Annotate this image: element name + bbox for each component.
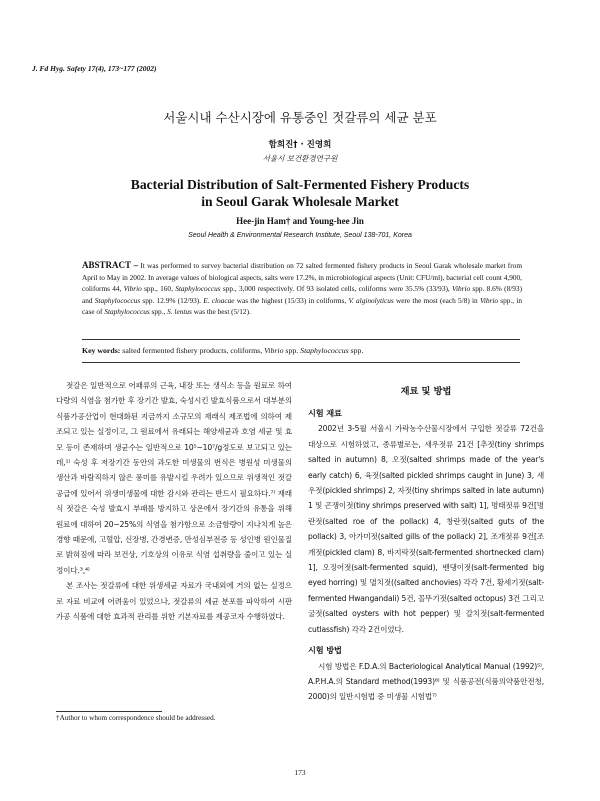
keywords-text: spp.	[283, 346, 301, 355]
abstract-text: spp., in case of	[82, 295, 522, 316]
footnote: †Author to whom correspondence should be addressed.	[56, 714, 216, 722]
abstract-italic: Staphylococcus	[175, 284, 221, 293]
subsection-title: 시험 방법	[308, 645, 342, 656]
abstract-italic: V. alginolyticus	[348, 295, 394, 305]
divider	[82, 362, 520, 363]
english-title-line1: Bacterial Distribution of Salt-Fermented Fishery Products	[130, 177, 470, 192]
abstract-italic: S. lentus	[167, 307, 192, 316]
abstract-text: spp. 12.9% (12/93).	[140, 295, 204, 305]
abstract-italic: Staphylococcus	[104, 307, 150, 316]
abstract-text: It was performed to survey bacterial distribution on 72 salted fermented fishery products in Seoul Garak wholesale market from April to May in 2002. In average values of biological aspects, salts were 17.2%, in microbiological aspects (Unit: CFU/ml), bacterial cell count 4,900, coliforms 44,	[82, 261, 522, 293]
abstract-italic: Vibrio	[452, 284, 471, 293]
english-title	[0, 176, 600, 210]
keywords	[82, 346, 522, 355]
abstract-text: spp. 8.6% (8/93) and	[82, 284, 522, 305]
subsection-title: 시험 재료	[308, 408, 342, 418]
english-authors: Hee-jin Ham† and Young-hee Jin	[236, 216, 364, 226]
korean-title: 서울시내 수산시장에 유통중인 젓갈류의 세균 분포	[163, 110, 437, 125]
section-title: 재료 및 방법	[400, 386, 452, 397]
abstract-text: spp.,	[149, 307, 168, 316]
left-column	[56, 378, 292, 625]
intro-paragraph: 본 조사는 젓갈류에 대한 위생세균 자료가 국내외에 거의 없는 실정으로 자료 비교에 어려움이 있었으나, 젓갈류의 세균 분포를 파악하여 시판 가공 식품에 대한 효과적 관리를 위한 기본자료를 제공코자 수행하였다.	[56, 581, 292, 622]
journal-citation: J. Fd Hyg. Safety 17(4), 173~177 (2002)	[32, 64, 157, 73]
keywords-italic: Vibrio	[264, 346, 284, 355]
abstract-italic: Vibrio	[479, 295, 499, 305]
english-title-line2: in Seoul Garak Wholesale Market	[201, 194, 399, 209]
page-number: 173	[294, 768, 306, 777]
english-affiliation: Seoul Health & Environmental Research Institute, Seoul 138-701, Korea	[188, 232, 412, 239]
abstract-italic: Vibrio	[123, 284, 142, 293]
keywords-label: Key words:	[82, 346, 121, 355]
abstract-text: were the most (each 5/8) in	[393, 295, 480, 305]
keywords-italic: Staphylococcus	[300, 346, 349, 355]
keywords-text: spp.	[348, 346, 364, 355]
abstract-italic: Staphylococcus	[94, 295, 141, 305]
abstract-text: was the highest (15/33) in coliforms,	[234, 295, 349, 305]
divider	[82, 339, 520, 340]
footnote-rule	[56, 711, 162, 712]
abstract-text: spp., 160,	[141, 284, 176, 293]
methods-paragraph: 시험 방법은 F.D.A.의 Bacteriological Analytical Manual (1992)⁵⁾, A.P.H.A.의 Standard method(1993)⁶⁾ 및 식품공전(식품의약품안전청, 2000)의 일반시험법 중 미생물 시험법⁷⁾	[308, 661, 544, 702]
abstract-label: ABSTRACT –	[82, 260, 139, 270]
abstract-italic: E. cloacae	[203, 295, 235, 305]
abstract	[82, 260, 522, 318]
keywords-text: salted fermented fishery products, coliforms,	[120, 346, 265, 355]
abstract-text: spp., 3,000 respectively. Of 93 isolated cells, coliforms were 35.5% (33/93),	[220, 284, 453, 293]
intro-paragraph: 젓갈은 일반적으로 어패류의 근육, 내장 또는 생식소 등을 원료로 하여 다량의 식염을 첨가한 후 장기간 발효, 숙성시킨 발효식품으로서 대부분의 식품가공산업이 현대화된 지금까지 소규모의 재래식 제조법에 의하여 제조되고 있는 실정이고, 그 원료에서 유래되는 해양세균과 호염 세균 및 효모 등이 존재하며 생균수는 일반적으로 10⁵~10⁷/g정도로 보고되고 있는데,¹⁾ 숙성 후 저장기간 동안의 과도한 미생물의 번식은 병원성 미생물의 생산과 바람직하지 않은 풍미를 유발시킬 우려가 있으므로 위생적인 젓갈 공급에 있어서 위생미생물에 대한 감시와 관리는 반드시 필요하다.⁷⁾ 재래식 젓갈은 숙성 발효시 부패를 방지하고 상온에서 장기간의 유통을 위해 원료에 대하여 20~25%의 식염을 첨가함으로 소금함량이 지나치게 높은 경향 때문에, 고혈압, 신장병, 간경변증, 만성심부전증 등 성인병 원인물질로 밝혀짐에 따라 보건상, 기호상의 이유로 식염 섭취량을 줄이고 있는 실정이다.³,⁴⁾	[56, 381, 292, 575]
right-column	[308, 406, 544, 705]
methods-paragraph: 2002년 3-5월 서울시 가락농수산물시장에서 구입한 젓갈류 72건을 대상으로 시험하였고, 종류별로는, 새우젓류 21건 [추젓(tiny shrimps salted in autumn) 8, 오젓(salted shrimps made of the year's early catch) 6, 육젓(salted pickled shrimps caught in June) 3, 새우젓(pickled shrimps) 2, 자젓(tiny shrimps salted in late autumn) 1 및 곤쟁이젓(tiny shrimps preserved with salt) 1], 명태젓류 9건[명란젓(salted roe of the pollack) 4, 창란젓(salted guts of the pollack) 3, 아가미젓(salted gills of the pollack) 2], 조개젓류 9건[조개젓(pickled clam) 8, 바지락젓(salt-fermented shortnecked clam) 1], 오징어젓(salt-fermented squid), 밴댕이젓(salt-fermented big eyed horring) 및 멸치젓((salted anchovies) 각각 7건, 황세기젓(salt-fermented Hwangandali) 5건, 꼴뚜기젓(salted octopus) 3건 그리고 굴젓(salted oysters with hot pepper) 및 갈치젓(salt-fermented cutlassfish) 각각 2건이었다.	[308, 424, 544, 634]
abstract-text: was the best (5/12).	[191, 307, 251, 316]
korean-affiliation: 서울시 보건환경연구원	[262, 154, 338, 163]
korean-authors: 함희진† · 진영희	[268, 140, 332, 150]
